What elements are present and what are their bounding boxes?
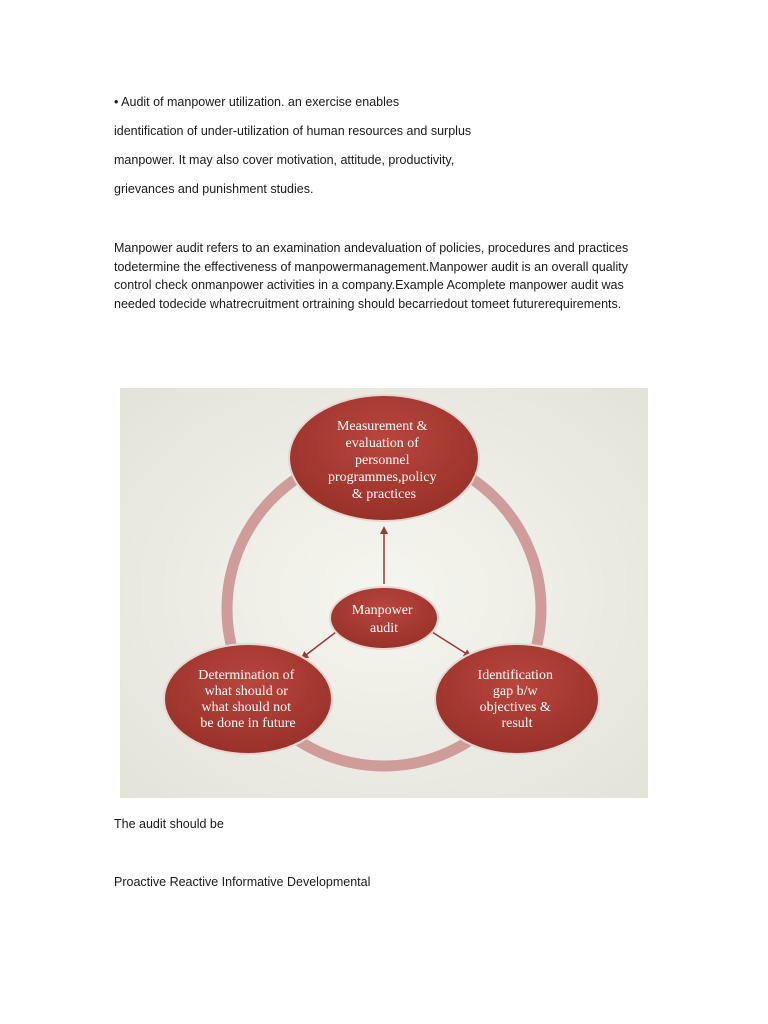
paragraph-line-4: needed todecide whatrecruitment ortraining should becarriedout tomeet futurerequirements.	[114, 297, 622, 312]
node-right	[435, 644, 599, 754]
bullet-line-1: • Audit of manpower utilization. an exercise enables	[114, 95, 400, 109]
paragraph-line-2: todetermine the effectiveness of manpowermanagement.Manpower audit is an overall quality	[114, 259, 628, 274]
audit-should-be-text: The audit should be	[114, 817, 224, 831]
node-left	[164, 644, 332, 754]
bullet-line-4: grievances and punishment studies.	[114, 182, 314, 196]
node-center	[330, 587, 438, 649]
svg-text:Determination of what sh: Determination of what should or what should not be done in future	[198, 668, 296, 731]
definition-paragraph	[114, 239, 654, 314]
svg-text:Measurement & evaluation: Measurement & evaluation of personnel programmes,policy & practices	[328, 419, 437, 502]
svg-text:Identification gap b/w: Identification gap b/w objectives & result	[477, 668, 553, 731]
manpower-audit-diagram	[120, 388, 648, 798]
node-top	[289, 395, 479, 521]
svg-text:Manpower audit: Manpower audit	[351, 603, 413, 636]
paragraph-line-1: Manpower audit refers to an examination andevaluation of policies, procedures and practices	[114, 241, 629, 255]
paragraph-line-3: control check onmanpower activities in a company.Example Acomplete manpower audit was	[114, 278, 624, 293]
audit-qualities-text: Proactive Reactive Informative Developmental	[114, 875, 371, 889]
bullet-line-2: identification of under-utilization of human resources and surplus	[114, 124, 472, 138]
bullet-line-3: manpower. It may also cover motivation, attitude, productivity,	[114, 153, 455, 167]
